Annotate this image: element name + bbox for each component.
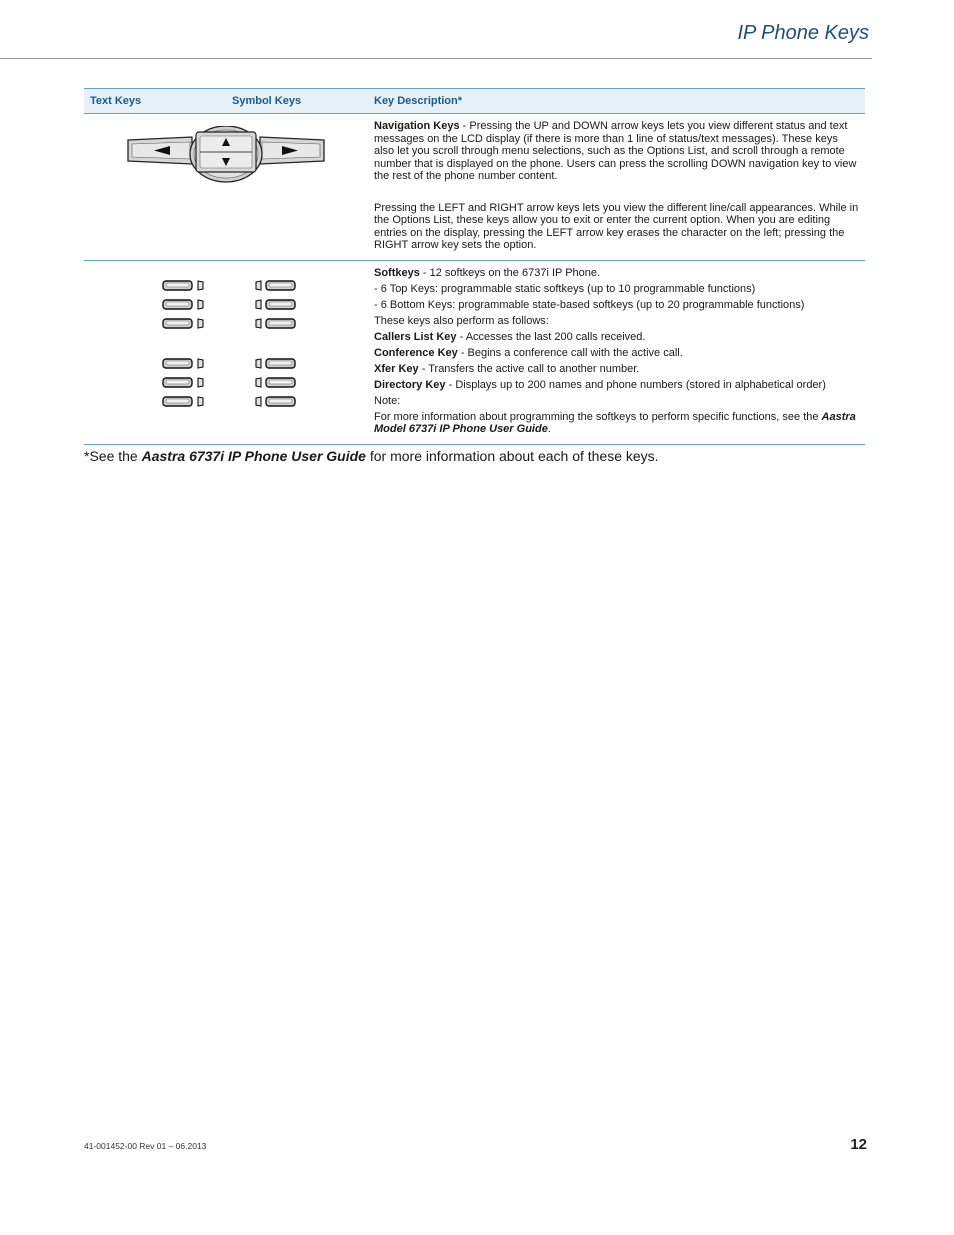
navigation-paragraph-1 [374,120,861,183]
softkey-right-1 [256,281,295,290]
callers-list-key-term: Callers List Key [374,330,457,343]
softkeys-description [368,260,865,444]
softkeys-top-keys: - 6 Top Keys: programmable static softkeys (up to 10 programmable functions) [374,282,756,295]
xfer-key [374,363,861,376]
softkey-right-4 [256,359,295,368]
directory-key-term: Directory Key [374,378,446,391]
softkey-right-6 [256,397,295,406]
table-row-softkeys [84,260,865,444]
softkey-left-4 [163,359,203,368]
navigation-text-1: - Pressing the UP and DOWN arrow keys lets you view different status and text messages on the LCD display (if there is more than 1 line of status/text messages). These keys also let you scroll through menu selections, such as the Options List, and scroll through a remote number that is displayed on the phone. Users can press the scrolling DOWN navigation key to view the rest of the phone number content. [374,120,857,182]
directory-key-text: - Displays up to 200 names and phone numbers (stored in alphabetical order) [445,378,826,391]
navigation-keys-graphic-cell [84,114,368,261]
note-text-body: For more information about programming the softkeys to perform specific functions, see the [374,410,822,423]
xfer-key-text: - Transfers the active call to another number. [418,362,640,375]
header-divider [0,58,872,59]
footnote-suffix: for more information about each of these keys. [365,448,659,464]
navigation-paragraph-2: Pressing the LEFT and RIGHT arrow keys lets you view the different line/call appearances. While in the Options List, these keys allow you to exit or enter the current option. When you are editing entries on the display, pressing the LEFT arrow key erases the character on the left; pressing the RIGHT arrow key sets the option. [374,201,859,251]
softkeys-also: These keys also perform as follows: [374,314,549,327]
callers-list-key-text: - Accesses the last 200 calls received. [456,330,646,343]
page-number: 12 [850,1136,867,1153]
navigation-keys-icon [126,126,326,186]
softkey-left-1 [163,281,203,290]
document-number: 41-001452-00 Rev 01 – 06.2013 [84,1141,207,1151]
column-header-key-description: Key Description* [368,89,865,114]
note-text [374,411,861,436]
softkey-left-5 [163,378,203,387]
softkey-right-3 [256,319,295,328]
softkey-left-2 [163,300,203,309]
column-header-symbol-keys: Symbol Keys [226,89,368,114]
navigation-keys-description [368,114,865,261]
xfer-key-term: Xfer Key [374,362,419,375]
table-row-navigation [84,114,865,261]
softkey-right-2 [256,300,295,309]
directory-key [374,379,861,392]
note-label: Note: [374,394,401,407]
softkeys-icon [162,280,297,412]
softkey-left-6 [163,397,203,406]
column-header-text-keys: Text Keys [84,89,226,114]
softkeys-graphic-cell [84,260,368,444]
softkey-right-5 [256,378,295,387]
conference-key [374,347,861,360]
note-text-end: . [547,423,551,435]
callers-list-key [374,331,861,344]
footnote-guide-title: Aastra 6737i IP Phone User Guide [141,448,366,464]
conference-key-term: Conference Key [374,346,458,359]
softkeys-term: Softkeys [374,266,420,279]
softkey-left-3 [163,319,203,328]
table-header-row [84,89,865,114]
footnote-prefix: *See the [84,448,142,464]
keys-table [84,88,865,445]
softkeys-intro-text: - 12 softkeys on the 6737i IP Phone. [419,266,601,279]
conference-key-text: - Begins a conference call with the active call. [457,346,683,359]
softkeys-intro [374,267,861,280]
note-guide-title: Aastra Model 6737i IP Phone User Guide [374,410,856,435]
page-header-title: IP Phone Keys [737,22,869,44]
footnote [84,448,659,464]
softkeys-bottom-keys: - 6 Bottom Keys: programmable state-based softkeys (up to 20 programmable functions) [374,298,805,311]
navigation-keys-term: Navigation Keys [374,120,460,132]
